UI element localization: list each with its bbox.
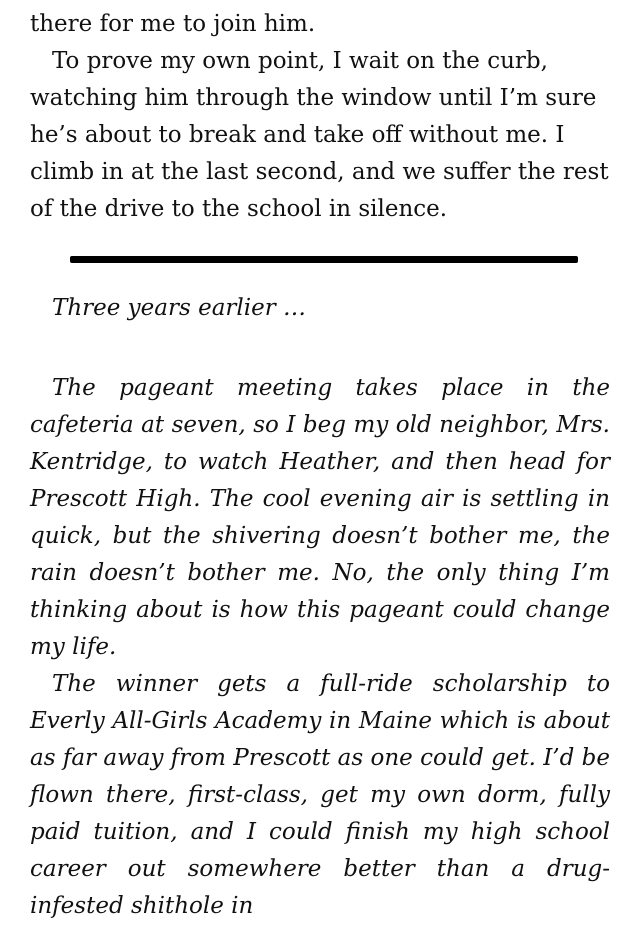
flashback-label: Three years earlier … [52,295,307,321]
paragraph-1: To prove my own point, I wait on the curb, watching him through the window until I’m sure he’s about to break and take off without me. I climb in at the last second, and we suffer the rest of the drive to the school in silence. [30,48,609,222]
paragraph-fragment: there for me to join him. [30,11,316,37]
text-section-flashback [30,370,610,925]
section-break-divider [70,256,578,263]
paragraph-3: The winner gets a full-ride scholarship to Everly All-Girls Academy in Maine which is about as far away from Prescott as one could get. I’d be flown there, first-class, get my own dorm, fully paid tuition, and I could finish my high school career out somewhere better than a drug-infested shithole in [30,671,610,919]
paragraph-2: The pageant meeting takes place in the cafeteria at seven, so I beg my old neighbor, Mrs. Kentridge, to watch Heather, and then head for Prescott High. The cool evening air is settling in quick, but the shivering doesn’t bother me, the rain doesn’t bother me. No, the only thing I’m thinking about is how this pageant could change my life. [30,375,610,660]
text-section-top [30,6,610,228]
